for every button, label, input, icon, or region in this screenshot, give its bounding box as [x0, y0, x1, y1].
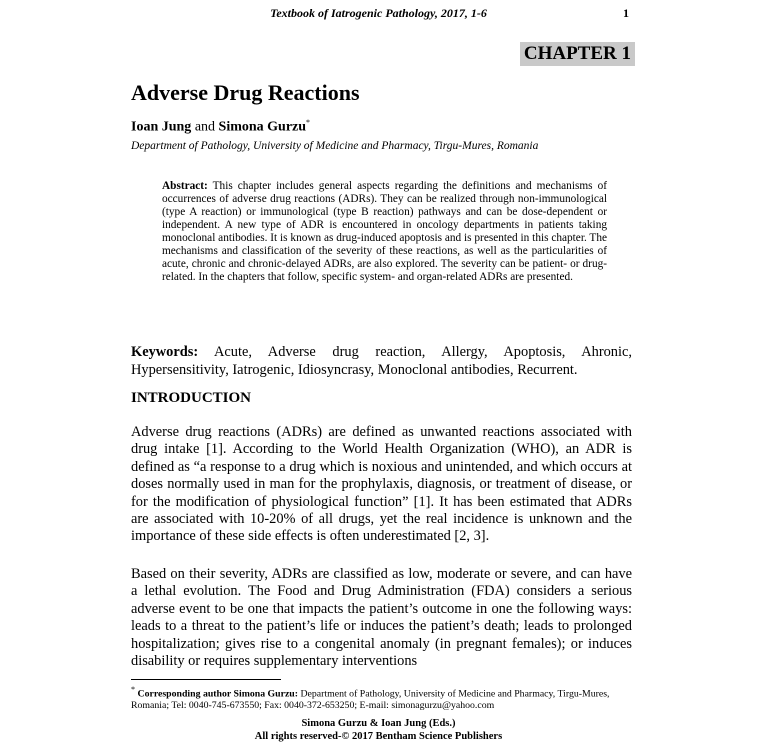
footnote: [131, 684, 632, 712]
keywords-text: Acute, Adverse drug reaction, Allergy, Apoptosis, Ahronic, Hypersensitivity, Iatrogenic, Idiosyncrasy, Monoclonal antibodies, Recurrent.: [131, 344, 632, 378]
author-name: Ioan Jung: [131, 119, 192, 135]
section-heading: INTRODUCTION: [131, 390, 252, 406]
author-name: Simona Gurzu: [218, 119, 307, 135]
running-head: Textbook of Iatrogenic Pathology, 2017, 1-6: [270, 6, 487, 20]
abstract-label: Abstract:: [162, 180, 208, 192]
chapter-label: CHAPTER 1: [520, 42, 635, 66]
keywords-label: Keywords:: [131, 344, 199, 360]
footnote-text: Department of Pathology, University of Medicine and Pharmacy, Tirgu-Mures, Romania; Tel: 0040-745-673550; Fax: 0040-372-653250; E-mail: simonagurzu@yahoo.com: [131, 688, 610, 712]
body-paragraph: Based on their severity, ADRs are classified as low, moderate or severe, and can have a lethal evolution. The Food and Drug Administration (FDA) considers a serious adverse event to be one that impacts the patient’s outcome in one the following ways: leads to a threat to the patient’s life or induces the patient’s death; leads to prolonged hospitalization; gives rise to a congenital anomaly (in pregnant females); or induces disability or requires supplementary interventions: [131, 566, 632, 670]
footer-rights: All rights reserved-© 2017 Bentham Science Publishers: [254, 731, 503, 742]
footnote-label: Corresponding author Simona Gurzu:: [135, 688, 299, 700]
footnote-marker: *: [131, 685, 136, 694]
author-conjunction: and: [191, 119, 219, 135]
corresponding-marker: *: [306, 118, 311, 127]
keywords: [131, 343, 632, 379]
abstract: [162, 180, 607, 284]
author-line: [131, 118, 310, 136]
affiliation: Department of Pathology, University of Medicine and Pharmacy, Tirgu-Mures, Romania: [131, 140, 539, 152]
page-number: 1: [623, 6, 629, 20]
abstract-text: This chapter includes general aspects regarding the definitions and mechanisms of occurrences of adverse drug reactions (ADRs). They can be realized through non-immunological (type A reaction) or immunological (type B reaction) pathways and can be dose-dependent or independent. A new type of ADR is encountered in oncology departments in patients taking monoclonal antibodies. It is known as drug-induced apoptosis and is presented in this chapter. The mechanisms and classification of the severity of these reactions, as well as the particularities of acute, chronic and chronic-delayed ADRs, are also explored. The severity can be patient- or drug-related. In the chapters that follow, specific system- and organ-related ADRs are presented.: [162, 180, 607, 283]
paper-title: Adverse Drug Reactions: [131, 80, 360, 105]
footnote-divider: [131, 679, 281, 680]
body-paragraph: Adverse drug reactions (ADRs) are defined as unwanted reactions associated with drug intake [1]. According to the World Health Organization (WHO), an ADR is defined as “a response to a drug which is noxious and unintended, and which occurs at doses normally used in man for the prophylaxis, diagnosis, or treatment of disease, or for the modification of physiological function” [1]. It has been estimated that ADRs are associated with 10-20% of all drugs, yet the real incidence is unknown and the importance of these side effects is often underestimated [2, 3].: [131, 424, 632, 545]
footer-editors: Simona Gurzu & Ioan Jung (Eds.): [301, 718, 456, 729]
